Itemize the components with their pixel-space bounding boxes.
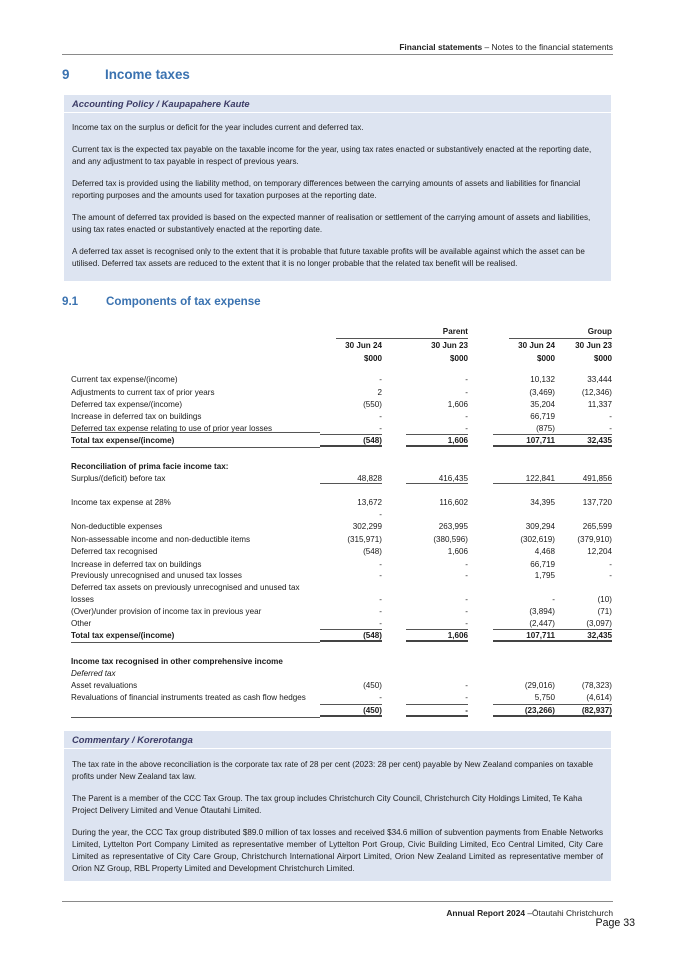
table-cell: 309,294 [525, 522, 555, 531]
table-row-label: Revaluations of financial instruments treated as cash flow hedges [71, 693, 306, 702]
policy-paragraph: Income tax on the surplus or deficit for the year includes current and deferred tax. [72, 123, 364, 132]
table-cell: - [465, 560, 468, 569]
table-row-label: Current tax expense/(income) [71, 375, 178, 384]
table-cell: (3,894) [529, 607, 555, 616]
table-cell: - [465, 607, 468, 616]
column-header: 30 Jun 24 [518, 341, 555, 350]
header-separator: – [482, 42, 492, 52]
table-cell: (450) [363, 681, 382, 690]
column-header: 30 Jun 24 [345, 341, 382, 350]
table-cell: - [379, 375, 382, 384]
table-cell: 107,711 [493, 436, 555, 447]
table-cell: - [465, 412, 468, 421]
policy-paragraph: Current tax is the expected tax payable on the taxable income for the year, using tax rates enacted or substantively enacted at the reporting date, and any adjustment to tax payable in respect of previous years. [72, 145, 592, 166]
table-subtotal-rule [550, 629, 612, 630]
table-row-label: Total tax expense/(income) [71, 631, 175, 640]
section-title-text: Income taxes [105, 67, 190, 82]
table-cell: 35,204 [530, 400, 555, 409]
table-row-label: (Over)/under provision of income tax in previous year [71, 607, 262, 616]
table-cell: 32,435 [550, 631, 612, 642]
column-header: 30 Jun 23 [575, 341, 612, 350]
table-cell: - [379, 412, 382, 421]
footer-place: –Ōtautahi Christchurch [525, 908, 613, 918]
table-cell: - [465, 619, 468, 628]
table-cell: 263,995 [438, 522, 468, 531]
commentary-title-rule [64, 748, 611, 749]
table-cell: (302,619) [520, 535, 555, 544]
column-header: 30 Jun 23 [431, 341, 468, 350]
table-label-rule [71, 432, 320, 433]
section-number: 9 [62, 67, 70, 82]
table-cell: (315,971) [347, 535, 382, 544]
table-cell: (548) [320, 436, 382, 447]
table-row-label: Non-deductible expenses [71, 522, 163, 531]
table-cell: 66,719 [530, 412, 555, 421]
table-subtotal-rule [493, 434, 555, 435]
table-cell: 11,337 [587, 400, 612, 409]
policy-title: Accounting Policy / Kaupapahere Kaute [72, 98, 250, 109]
table-cell: 1,606 [447, 400, 468, 409]
table-cell: (71) [597, 607, 612, 616]
footer-report: Annual Report 2024 [446, 908, 526, 918]
footer-rule [62, 901, 613, 902]
table-cell: 491,856 [550, 474, 612, 484]
table-cell: - [406, 706, 468, 717]
table-cell: 116,602 [439, 498, 468, 507]
table-row-label: Other [71, 619, 92, 628]
table-cell: (2,447) [529, 619, 555, 628]
table-cell: 1,606 [406, 436, 468, 447]
header-subsection: Notes to the financial statements [491, 42, 613, 52]
table-subtotal-rule [406, 629, 468, 630]
table-row-label: Income tax expense at 28% [71, 498, 171, 507]
table-cell: 137,720 [582, 498, 612, 507]
table-cell: (10) [597, 595, 612, 604]
table-cell: - [379, 595, 382, 604]
table-total-label-rule [71, 717, 320, 718]
table-row-label: Increase in deferred tax on buildings [71, 560, 202, 569]
table-cell: 302,299 [352, 522, 382, 531]
group-header-group: Group [587, 327, 612, 336]
table-row-label: Asset revaluations [71, 681, 138, 690]
table-cell: (78,323) [581, 681, 612, 690]
policy-paragraph: A deferred tax asset is recognised only to the extent that it is probable that future taxable profits will be available against which the asset can be utilised. Deferred tax assets are reduced to the extent that it is no longer probable that the related tax benefit will be realised. [72, 247, 585, 268]
table-row-label: Deferred tax expense relating to use of prior year losses [71, 424, 273, 433]
table-row-label: Income tax recognised in other comprehensive income [71, 657, 283, 666]
table-cell: (3,469) [529, 388, 555, 397]
table-cell: - [465, 681, 468, 690]
page-number: Page 33 [595, 917, 635, 929]
table-cell: (82,937) [550, 706, 612, 717]
commentary-box [64, 731, 611, 881]
table-cell: - [379, 619, 382, 628]
table-cell: (379,910) [577, 535, 612, 544]
table-cell: (380,596) [433, 535, 468, 544]
table-cell: 2 [377, 388, 382, 397]
table-cell: 265,599 [582, 522, 612, 531]
table-cell: - [552, 595, 555, 604]
table-row-label: Deferred tax assets on previously unrecognised and unused tax [71, 583, 300, 592]
table-cell: - [379, 693, 382, 702]
table-cell: 66,719 [530, 560, 555, 569]
column-unit: $000 [449, 354, 468, 363]
table-cell: - [609, 412, 612, 421]
commentary-paragraph: The Parent is a member of the CCC Tax Group. The tax group includes Christchurch City Council, Christchurch City Holdings Limited, Te Kaha Project Delivery Limited and Venue Ōtautahi Limited. [72, 794, 583, 815]
table-cell: (29,016) [524, 681, 555, 690]
table-cell: - [465, 693, 468, 702]
table-subtotal-rule [493, 629, 555, 630]
group-header-rule-parent [336, 338, 468, 339]
table-cell: 416,435 [406, 474, 468, 484]
table-subtotal-rule [320, 434, 382, 435]
table-cell: 107,711 [493, 631, 555, 642]
table-row-label: Adjustments to current tax of prior years [71, 388, 215, 397]
table-cell: - [609, 571, 612, 580]
table-cell: - [379, 607, 382, 616]
table-row-label: Reconciliation of prima facie income tax: [71, 462, 229, 471]
table-row-label: Previously unrecognised and unused tax losses [71, 571, 242, 580]
table-subtotal-rule [320, 629, 382, 630]
table-cell: - [379, 424, 382, 433]
table-cell: 5,750 [534, 693, 555, 702]
table-cell: (3,097) [586, 619, 612, 628]
table-cell: - [465, 388, 468, 397]
column-unit: $000 [536, 354, 555, 363]
table-cell: (4,614) [586, 693, 612, 702]
table-cell: (450) [320, 706, 382, 717]
table-row-label: Deferred tax [71, 669, 116, 678]
table-cell: 1,795 [534, 571, 555, 580]
table-total-label-rule [71, 447, 320, 448]
table-cell: 122,841 [493, 474, 555, 484]
table-cell: (550) [363, 400, 382, 409]
table-cell: (548) [363, 547, 382, 556]
table-cell: - [465, 375, 468, 384]
page-footer [446, 908, 613, 918]
group-header-rule-group [509, 338, 612, 339]
table-cell: 32,435 [550, 436, 612, 447]
header-section: Financial statements [399, 42, 483, 52]
column-unit: $000 [593, 354, 612, 363]
table-subtotal-rule [320, 704, 382, 705]
table-row-label: Deferred tax recognised [71, 547, 158, 556]
table-cell: - [465, 571, 468, 580]
table-cell: - [379, 560, 382, 569]
table-cell: (23,266) [493, 706, 555, 717]
table-cell: 48,828 [320, 474, 382, 484]
table-subtotal-rule [406, 704, 468, 705]
table-cell: 1,606 [406, 631, 468, 642]
table-cell: 33,444 [587, 375, 612, 384]
table-cell: (548) [320, 631, 382, 642]
commentary-paragraph: During the year, the CCC Tax group distributed $89.0 million of tax losses and received $34.6 million of subvention payments from Enable Networks Limited, Lyttelton Port Company Limited as representative member of Lyttelton Port Group, Civic Building Limited, Eco Central Limited, City Care Limited as representative of City Care Group, Christchurch International Airport Limited, Orion New Zealand Limited as representative member of Orion NZ Group, RBL Property Limited and Development Christchurch Limited. [72, 828, 603, 873]
table-row-label: Increase in deferred tax on buildings [71, 412, 202, 421]
table-cell: (875) [536, 424, 555, 433]
table-cell: - [465, 595, 468, 604]
table-cell: - [609, 424, 612, 433]
commentary-title: Commentary / Korerotanga [72, 734, 193, 745]
table-cell: 12,204 [587, 547, 612, 556]
table-cell: 10,132 [530, 375, 555, 384]
table-cell: 13,672 [357, 498, 382, 507]
table-cell: (12,346) [581, 388, 612, 397]
group-header-parent: Parent [442, 327, 468, 336]
table-cell: - [379, 510, 382, 519]
table-row-label: Deferred tax expense/(income) [71, 400, 183, 409]
column-unit: $000 [363, 354, 382, 363]
table-row-label: Non-assessable income and non-deductible items [71, 535, 251, 544]
table-row-label: Total tax expense/(income) [71, 436, 175, 445]
policy-paragraph: Deferred tax is provided using the liability method, on temporary differences between the carrying amounts of assets and liabilities for financial reporting purposes and the amounts used for taxation purposes at the reporting date. [72, 179, 581, 200]
subsection-title-text: Components of tax expense [106, 295, 261, 308]
table-cell: 4,468 [534, 547, 555, 556]
table-cell: 1,606 [447, 547, 468, 556]
table-cell: - [609, 560, 612, 569]
table-total-label-rule [71, 642, 320, 643]
table-row-label: Surplus/(deficit) before tax [71, 474, 166, 483]
table-row-label: losses [71, 595, 94, 604]
table-cell: - [465, 424, 468, 433]
subsection-number: 9.1 [62, 295, 79, 308]
table-subtotal-rule [406, 434, 468, 435]
commentary-paragraph: The tax rate in the above reconciliation is the corporate tax rate of 28 per cent (2023: 28 per cent) payable by New Zealand companies on taxable profits under New Zealand tax law. [72, 760, 594, 781]
table-cell: - [379, 571, 382, 580]
table-cell: 34,395 [530, 498, 555, 507]
table-subtotal-rule [550, 434, 612, 435]
policy-paragraph: The amount of deferred tax provided is based on the expected manner of realisation or settlement of the carrying amount of assets and liabilities, using tax rates enacted or substantively enacted at the reporting date. [72, 213, 591, 234]
table-subtotal-rule [493, 704, 555, 705]
table-subtotal-rule [550, 704, 612, 705]
